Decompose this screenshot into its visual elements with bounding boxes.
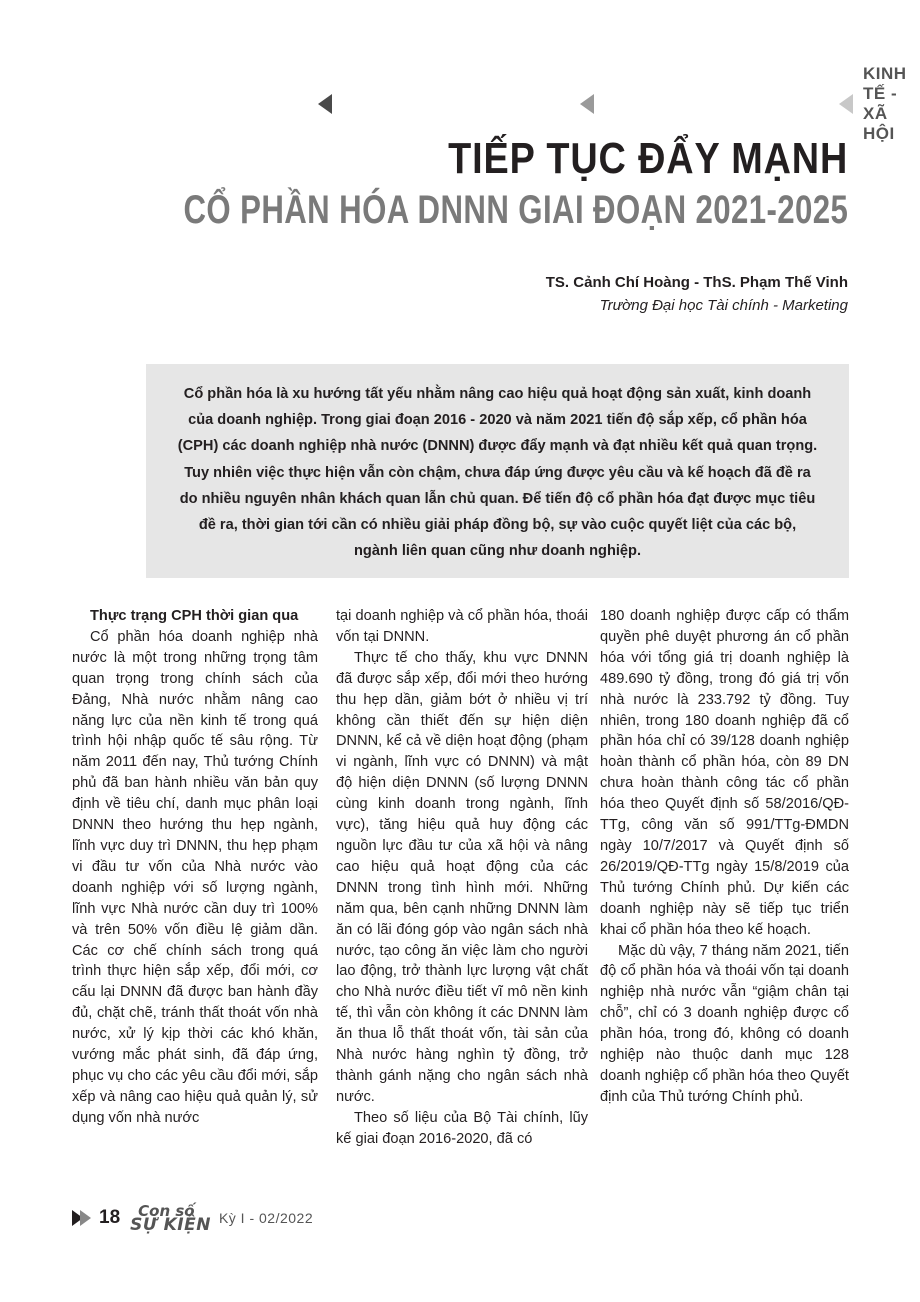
section-tag bbox=[72, 64, 920, 144]
body-column-2 bbox=[336, 606, 588, 1150]
paragraph: tại doanh nghiệp và cổ phần hóa, thoái vốn tại DNNN. bbox=[336, 608, 588, 645]
chevron-left-icon bbox=[72, 94, 853, 114]
article-title-line2: CỔ PHẦN HÓA DNNN GIAI ĐOẠN 2021-2025 bbox=[183, 188, 848, 232]
section-heading: Thực trạng CPH thời gian qua bbox=[90, 608, 299, 624]
body-column-3 bbox=[600, 606, 849, 1108]
section-label: KINH TẾ - XÃ HỘI bbox=[863, 64, 907, 143]
paragraph: Thực tế cho thấy, khu vực DNNN đã được sắp xếp, đổi mới theo hướng thu hẹp dần, giảm bớt ở nhiều vị trí không cần thiết đến sự hiện diện DNNN, kể cả về diện hoạt động (phạm vi ngành, lĩnh vực có DNNN) và mật độ hiện diện DNNN (số lượng DNNN cùng kinh doanh trong ngành, lĩnh vực), tăng hiệu quả huy động các nguồn lực đầu tư của xã hội và nâng cao hiệu quả hoạt động của các DNNN trong tình hình mới. Những năm qua, bên cạnh những DNNN làm ăn có lãi đóng góp vào ngân sách nhà nước, tạo công ăn việc làm cho người lao động, trở thành lực lượng vật chất cho Nhà nước điều tiết vĩ mô nền kinh tế, thì vẫn còn không ít các DNNN làm ăn thua lỗ thất thoát vốn, tài sản của Nhà nước hàng nghìn tỷ đồng, trở thành gánh nặng cho ngân sách nhà nước. bbox=[336, 649, 588, 1105]
arrow-right-icon bbox=[80, 1210, 91, 1226]
abstract-box bbox=[146, 364, 849, 578]
article-title-line1: TIẾP TỤC ĐẨY MẠNH bbox=[447, 134, 848, 183]
article-authors: TS. Cảnh Chí Hoàng - ThS. Phạm Thế Vinh bbox=[545, 274, 848, 291]
paragraph: Theo số liệu của Bộ Tài chính, lũy kế giai đoạn 2016-2020, đã có bbox=[336, 1109, 588, 1147]
logo-line1: Con số bbox=[138, 1202, 195, 1220]
paragraph: Cổ phần hóa doanh nghiệp nhà nước là một trong những trọng tâm quan trọng trong chính sách của Đảng, Nhà nước nhằm nâng cao năng lực của nền kinh tế trong quá trình hội nhập quốc tế sâu rộng. Từ năm 2011 đến nay, Thủ tướng Chính phủ đã ban hành nhiều văn bản quy định về tiêu chí, danh mục phân loại DNNN theo hướng thu hẹp ngành, lĩnh vực duy trì DNNN, thu hẹp phạm vi đầu tư vốn của Nhà nước vào doanh nghiệp với số lượng ngành, lĩnh vực Nhà nước cần duy trì 100% và trên 50% vốn điều lệ giảm dần. Các cơ chế chính sách trong quá trình thực hiện sắp xếp, đổi mới, cơ cấu lại DNNN đã được ban hành đầy đủ, chặt chẽ, tránh thất thoát vốn nhà nước, xử lý kịp thời các khó khăn, vướng mắc phát sinh, đã đáp ứng, phục vụ cho các yêu cầu đổi mới, sắp xếp và nâng cao hiệu quả quản lý, sử dụng vốn nhà nước bbox=[72, 628, 318, 1126]
issue-label: Kỳ I - 02/2022 bbox=[218, 1210, 314, 1226]
paragraph: 180 doanh nghiệp được cấp có thẩm quyền phê duyệt phương án cổ phần hóa với tổng giá trị doanh nghiệp là 489.690 tỷ đồng, trong đó giá trị vốn nhà nước là 233.792 tỷ đồng. Tuy nhiên, trong 180 doanh nghiệp đã cổ phần hóa chỉ có 39/128 doanh nghiệp hoàn thành cổ phần hóa, còn 89 DN chưa hoàn thành công tác cổ phần hóa theo Quyết định số 58/2016/QĐ-TTg, công văn số 991/TTg-ĐMDN ngày 10/7/2017 và Quyết định số 26/2019/QĐ-TTg ngày 15/8/2019 của Thủ tướng Chính phủ. Dự kiến các doanh nghiệp này sẽ tiếp tục triển khai cổ phần hóa theo kế hoạch. bbox=[600, 608, 849, 938]
abstract-text: Cổ phần hóa là xu hướng tất yếu nhằm nâng cao hiệu quả hoạt động sản xuất, kinh doanh của doanh nghiệp. Trong giai đoạn 2016 - 2020 và năm 2021 tiến độ sắp xếp, cổ phần hóa (CPH) các doanh nghiệp nhà nước (DNNN) được đẩy mạnh và đạt nhiều kết quả quan trọng. Tuy nhiên việc thực hiện vẫn còn chậm, chưa đáp ứng được yêu cầu và kế hoạch đã đề ra do nhiều nguyên nhân khách quan lẫn chủ quan. Để tiến độ cổ phần hóa đạt được mục tiêu đề ra, thời gian tới cần có nhiều giải pháp đồng bộ, sự vào cuộc quyết liệt của các bộ, ngành liên quan cũng như doanh nghiệp. bbox=[177, 386, 818, 560]
magazine-logo bbox=[130, 1202, 211, 1235]
author-affiliation: Trường Đại học Tài chính - Marketing bbox=[599, 297, 848, 314]
page-footer bbox=[72, 1202, 314, 1235]
paragraph: Mặc dù vậy, 7 tháng năm 2021, tiến độ cổ phần hóa và thoái vốn tại doanh nghiệp nhà nước vẫn “giậm chân tại chỗ”, chỉ có 3 doanh nghiệp được cổ phần hóa, trong đó, không có doanh nghiệp nào thuộc danh mục 128 doanh nghiệp cổ phần hóa theo Quyết định của Thủ tướng Chính phủ. bbox=[600, 942, 849, 1105]
logo-line2: SỰ KIỆN bbox=[130, 1215, 211, 1235]
page-number: 18 bbox=[99, 1207, 121, 1228]
body-column-1 bbox=[72, 606, 318, 1129]
